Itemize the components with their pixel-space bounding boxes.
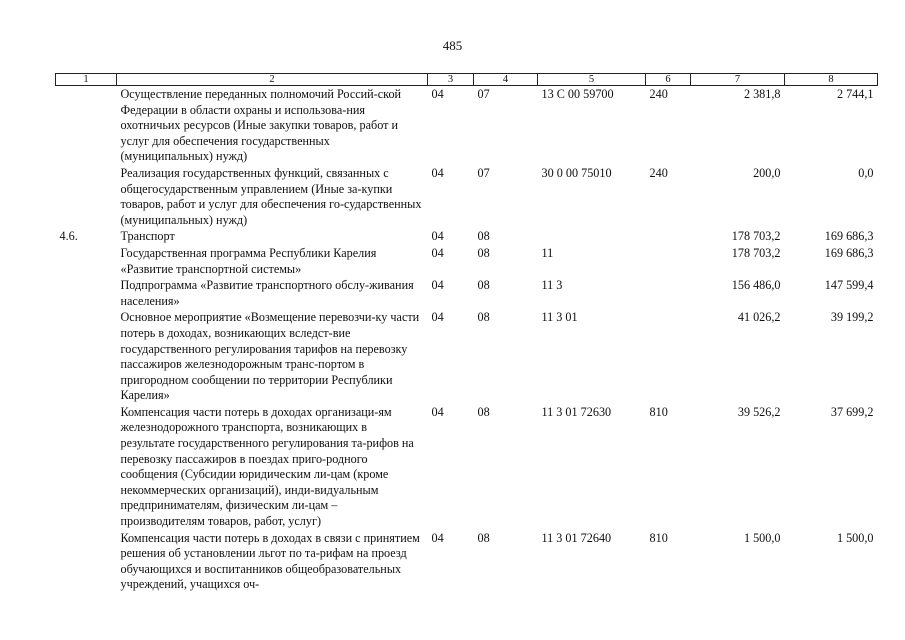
row-target-article: 11 xyxy=(541,245,554,260)
row-target-article: 11 3 xyxy=(541,278,563,293)
row-subsection: 08 xyxy=(477,229,490,244)
table-row xyxy=(56,228,878,245)
table-row xyxy=(56,86,878,165)
page-number: 485 xyxy=(442,38,463,53)
row-expense-type: 810 xyxy=(649,404,668,419)
row-section: 04 xyxy=(431,87,444,101)
column-number-header xyxy=(56,74,878,86)
row-expense-type: 240 xyxy=(649,165,668,180)
row-sum-year-1: 39 526,2 xyxy=(737,404,781,419)
row-sum-year-2: 169 686,3 xyxy=(824,245,874,260)
row-sum-year-1: 200,0 xyxy=(753,165,781,180)
row-sum-year-1: 178 703,2 xyxy=(731,245,781,260)
row-sum-year-2: 147 599,4 xyxy=(824,278,874,293)
row-number xyxy=(56,86,117,165)
row-target-article: 13 С 00 59700 xyxy=(541,87,614,101)
row-number xyxy=(56,404,117,530)
row-number xyxy=(56,165,117,228)
row-section: 04 xyxy=(431,310,444,325)
budget-table xyxy=(55,73,878,593)
row-target-article: 11 3 01 72630 xyxy=(541,404,612,419)
row-number xyxy=(56,309,117,404)
row-name: Государственная программа Республики Карелия «Развитие транспортной системы» xyxy=(120,245,377,276)
row-name: Основное мероприятие «Возмещение перевозчи-ку части потерь в доходах, возникающих вследст-вие государственного регулирования тарифов на перевозку пассажиров железнодорожным транс-портом в пригородном сообщении по территории Республики Карелия» xyxy=(120,310,420,403)
row-expense-type: 810 xyxy=(649,530,668,545)
row-sum-year-1: 156 486,0 xyxy=(731,278,781,293)
row-expense-type xyxy=(646,228,691,245)
row-section: 04 xyxy=(431,165,444,180)
table-row xyxy=(56,245,878,277)
row-name: Осуществление переданных полномочий Россий-ской Федерации в области охраны и использова-ния охотничьих ресурсов (Иные закупки товаров, работ и услуг для обеспечения государственных (муниципальных) нужд) xyxy=(120,87,402,164)
row-expense-type xyxy=(646,245,691,277)
row-target-article: 11 3 01 xyxy=(541,310,578,325)
row-section: 04 xyxy=(431,530,444,545)
row-subsection: 08 xyxy=(477,245,490,260)
header-col-6: 6 xyxy=(646,74,691,86)
row-expense-type xyxy=(646,277,691,309)
row-subsection: 08 xyxy=(477,310,490,325)
header-col-2: 2 xyxy=(117,74,428,86)
row-sum-year-2: 169 686,3 xyxy=(824,229,874,244)
row-sum-year-1: 41 026,2 xyxy=(737,310,781,325)
row-sum-year-1: 2 381,8 xyxy=(743,87,781,101)
row-section: 04 xyxy=(431,278,444,293)
row-subsection: 07 xyxy=(477,165,490,180)
row-name: Компенсация части потерь в доходах организаци-ям железнодорожного транспорта, возникающих в результате государственного регулирования та-рифов на перевозку пассажиров в поездах приго-родного сообщения (Субсидии юридическим ли-цам (кроме некоммерческих организаций), инди-видуальным предпринимателям, физическим ли-цам – производителям товаров, работ, услуг) xyxy=(120,404,414,529)
row-target-article xyxy=(538,228,646,245)
header-col-4: 4 xyxy=(474,74,538,86)
row-name: Реализация государственных функций, связанных с общегосударственным управлением (Иные за-купки товаров, работ и услуг для обеспечения го-сударственных (муниципальных) нужд) xyxy=(120,165,422,227)
row-expense-type: 240 xyxy=(649,87,668,101)
row-number: 4.6. xyxy=(59,229,78,244)
row-target-article: 30 0 00 75010 xyxy=(541,165,612,180)
header-col-5: 5 xyxy=(538,74,646,86)
row-expense-type xyxy=(646,309,691,404)
table-row xyxy=(56,277,878,309)
row-subsection: 08 xyxy=(477,530,490,545)
row-subsection: 08 xyxy=(477,404,490,419)
row-section: 04 xyxy=(431,245,444,260)
row-subsection: 07 xyxy=(477,87,490,101)
row-sum-year-2: 37 699,2 xyxy=(830,404,874,419)
row-sum-year-1: 1 500,0 xyxy=(743,530,781,545)
row-sum-year-2: 39 199,2 xyxy=(830,310,874,325)
row-section: 04 xyxy=(431,229,444,244)
table-row xyxy=(56,165,878,228)
row-number xyxy=(56,530,117,593)
row-sum-year-2: 2 744,1 xyxy=(836,87,874,101)
row-name: Компенсация части потерь в доходах в связи с принятием решения об установлении льгот по та-рифам на проезд обучающихся и воспитанников общеобразовательных учреждений, учащихся оч- xyxy=(120,530,420,592)
row-subsection: 08 xyxy=(477,278,490,293)
row-sum-year-1: 178 703,2 xyxy=(731,229,781,244)
row-sum-year-2: 0,0 xyxy=(858,165,874,180)
row-target-article: 11 3 01 72640 xyxy=(541,530,612,545)
row-number xyxy=(56,245,117,277)
table-row xyxy=(56,404,878,530)
row-name: Транспорт xyxy=(120,229,175,244)
header-col-8: 8 xyxy=(785,74,878,86)
row-number xyxy=(56,277,117,309)
table-row xyxy=(56,530,878,593)
header-col-7: 7 xyxy=(691,74,785,86)
header-col-3: 3 xyxy=(428,74,474,86)
table-row xyxy=(56,309,878,404)
header-col-1: 1 xyxy=(56,74,117,86)
row-name: Подпрограмма «Развитие транспортного обслу-живания населения» xyxy=(120,278,414,308)
row-sum-year-2: 1 500,0 xyxy=(836,530,874,545)
row-section: 04 xyxy=(431,404,444,419)
